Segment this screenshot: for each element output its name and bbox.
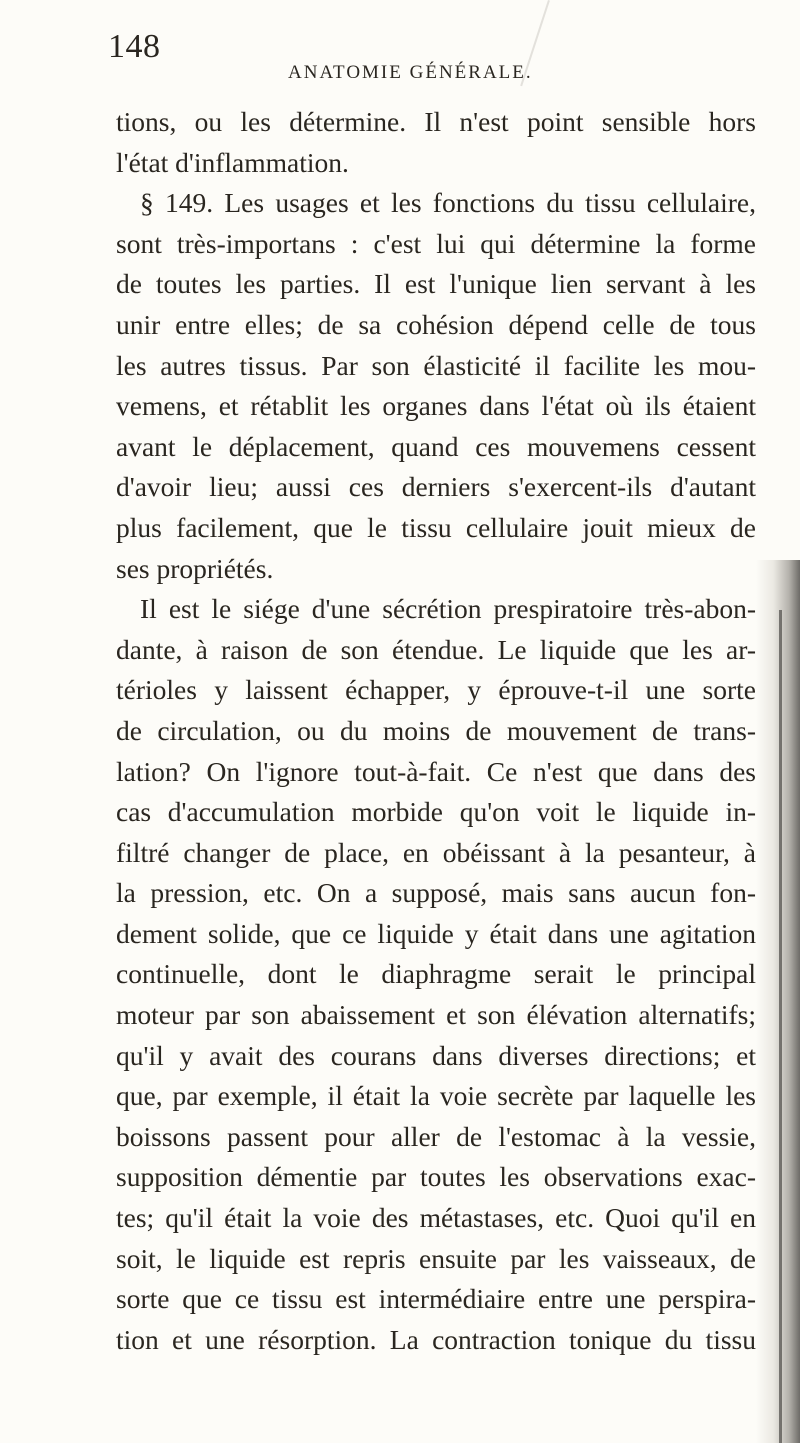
text-line: avant le déplacement, quand ces mouvemens cessent xyxy=(116,430,756,462)
body-text xyxy=(116,102,756,1360)
text-line: que, par exemple, il était la voie secrète par laquelle les xyxy=(116,1080,756,1112)
text-line: cas d'accumulation morbide qu'on voit le liquide in- xyxy=(116,796,756,828)
page-number: 148 xyxy=(108,28,161,65)
running-head: ANATOMIE GÉNÉRALE. xyxy=(288,62,533,83)
text-line: plus facilement, que le tissu cellulaire jouit mieux de xyxy=(116,511,756,543)
text-line: unir entre elles; de sa cohésion dépend celle de tous xyxy=(116,308,756,340)
text-line: continuelle, dont le diaphragme serait le principal xyxy=(116,958,756,990)
page-header xyxy=(88,22,778,96)
text-line: soit, le liquide est repris ensuite par les vaisseaux, de xyxy=(116,1242,756,1274)
text-line: dement solide, que ce liquide y était dans une agitation xyxy=(116,917,756,949)
text-line: dante, à raison de son étendue. Le liquide que les ar- xyxy=(116,633,756,665)
text-line: sont très-importans : c'est lui qui détermine la forme xyxy=(116,227,756,259)
text-line: boissons passent pour aller de l'estomac à la vessie, xyxy=(116,1120,756,1152)
text-line: supposition démentie par toutes les observations exac- xyxy=(116,1161,756,1193)
text-line: moteur par son abaissement et son élévation alternatifs; xyxy=(116,999,756,1031)
binding-shadow xyxy=(756,560,800,1443)
text-line: tes; qu'il était la voie des métastases, etc. Quoi qu'il en xyxy=(116,1202,756,1234)
text-line: de circulation, ou du moins de mouvement de trans- xyxy=(116,714,756,746)
text-line: tions, ou les détermine. Il n'est point sensible hors xyxy=(116,106,756,137)
text-line: qu'il y avait des courans dans diverses directions; et xyxy=(116,1039,756,1071)
paragraph-opening: Il est le siége d'une sécrétion prespiratoire très-abon- xyxy=(140,593,756,625)
text-line: l'état d'inflammation. xyxy=(116,146,349,178)
text-line: les autres tissus. Par son élasticité il facilite les mou- xyxy=(116,349,756,381)
text-line: la pression, etc. On a supposé, mais sans aucun fon- xyxy=(116,877,756,909)
text-line: de toutes les parties. Il est l'unique lien servant à les xyxy=(116,268,756,300)
text-line: sorte que ce tissu est intermédiaire entre une perspira- xyxy=(116,1283,756,1315)
text-line: tion et une résorption. La contraction tonique du tissu xyxy=(116,1323,756,1355)
binding-edge xyxy=(779,610,782,1443)
text-line: lation? On l'ignore tout-à-fait. Ce n'est que dans des xyxy=(116,755,756,787)
text-line: vemens, et rétablit les organes dans l'état où ils étaient xyxy=(116,390,756,422)
text-line: térioles y laissent échapper, y éprouve-t-il une sorte xyxy=(116,674,756,706)
text-line: ses propriétés. xyxy=(116,552,274,584)
text-line: d'avoir lieu; aussi ces derniers s'exercent-ils d'autant xyxy=(116,471,756,503)
section-149-opening: § 149. Les usages et les fonctions du tissu cellulaire, xyxy=(140,187,756,219)
text-line: filtré changer de place, en obéissant à la pesanteur, à xyxy=(116,836,756,868)
